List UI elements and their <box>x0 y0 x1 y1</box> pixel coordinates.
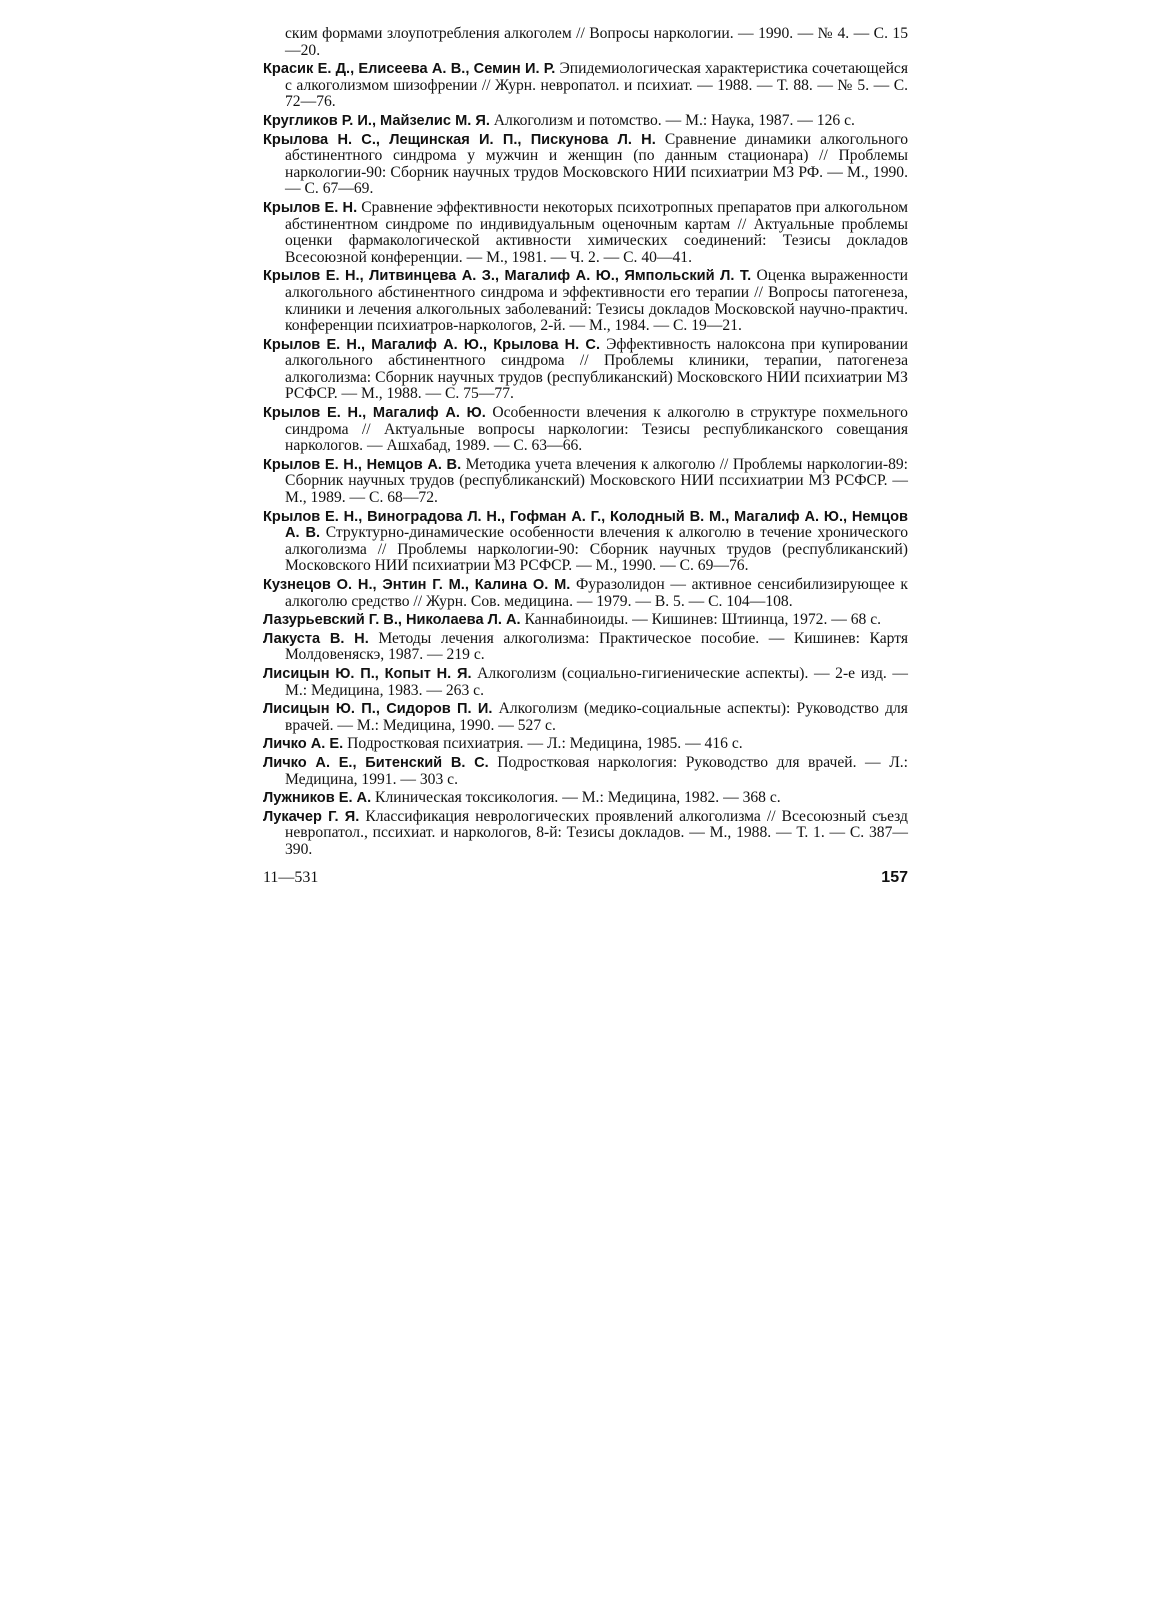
reference-entry <box>263 755 908 788</box>
reference-authors: Лакуста В. Н. <box>263 630 369 647</box>
reference-authors: Красик Е. Д., Елисеева А. В., Семин И. Р. <box>263 61 556 78</box>
reference-entry <box>263 132 908 198</box>
reference-text: Алкоголизм (социально-гигиенические аспекты). — 2-е изд. — М.: Медицина, 1983. — 263 с. <box>285 664 908 699</box>
reference-entry <box>263 200 908 266</box>
reference-text: Алкоголизм и потомство. — М.: Наука, 1987. — 126 с. <box>489 111 855 129</box>
reference-authors: Личко А. Е., Битенский В. С. <box>263 754 489 771</box>
reference-text: Классификация неврологических проявлений алкоголизма // Всесоюзный съезд невропатол., пссихиат. и наркологов, 8-й: Тезисы докладов. — М., 1988. — Т. 1. — С. 387—390. <box>285 807 908 858</box>
reference-text: Каннабиноиды. — Кишинев: Штиинца, 1972. — 68 с. <box>520 611 882 629</box>
reference-entry <box>263 631 908 664</box>
reference-text: Подростковая психиатрия. — Л.: Медицина, 1985. — 416 с. <box>343 735 743 753</box>
reference-authors: Кругликов Р. И., Майзелис М. Я. <box>263 112 490 129</box>
reference-text: Сравнение динамики алкогольного абстинентного синдрома у мужчин и женщин (по данным стационара) // Проблемы наркологии-90: Сборник научных трудов Московского НИИ психиатрии МЗ РФ. — М., 1990. — С. 67—69. <box>285 130 909 198</box>
reference-text: Фуразолидон — активное сенсибилизирующее к алкоголю средство // Журн. Сов. медицина. — 1979. — В. 5. — С. 104—108. <box>285 576 908 610</box>
reference-text: Методы лечения алкоголизма: Практическое пособие. — Кишинев: Картя Молдовеняскэ, 1987. — 219 с. <box>285 629 908 664</box>
reference-authors: Крылов Е. Н., Литвинцева А. З., Магалиф А. Ю., Ямпольский Л. Т. <box>263 268 752 285</box>
reference-text: Эффективность налоксона при купировании алкогольного абстинентного синдрома // Проблемы клиники, терапии, патогенеза алкоголизма: Сборник научных трудов (республиканский) Московского НИИ психиатрии МЗ РСФСР. — М., 1988. — С. 75—77. <box>285 335 908 403</box>
reference-text: Особенности влечения к алкоголю в структуре похмельного синдрома // Актуальные вопросы наркологии: Тезисы республиканского совещания наркологов. — Ашхабад, 1989. — С. 63—66. <box>285 404 908 455</box>
reference-entry <box>263 268 908 334</box>
reference-entry <box>263 736 908 753</box>
reference-authors: Лужников Е. А. <box>263 790 372 807</box>
reference-authors: Крылов Е. Н., Магалиф А. Ю., Крылова Н. С. <box>263 336 601 353</box>
reference-entry <box>263 809 908 859</box>
reference-authors: Крылов Е. Н., Немцов А. В. <box>263 456 462 473</box>
reference-entry <box>263 113 908 130</box>
reference-authors: Крылова Н. С., Лещинская И. П., Пискунова Л. Н. <box>263 131 656 148</box>
reference-text: Подростковая наркология: Руководство для врачей. — Л.: Медицина, 1991. — 303 с. <box>285 753 909 788</box>
reference-text: Структурно-динамические особенности влечения к алкоголю в течение хронического алкоголизма // Проблемы наркологии-90: Сборник научных трудов (республиканский) Московского НИИ психиатрии МЗ РСФСР. — М., 1990. — С. 69—76. <box>285 524 908 575</box>
reference-authors: Лисицын Ю. П., Копыт Н. Я. <box>263 665 472 682</box>
reference-authors: Лисицын Ю. П., Сидоров П. И. <box>263 701 493 718</box>
reference-text: ским формами злоупотребления алкоголем // Вопросы наркологии. — 1990. — № 4. — С. 15—20. <box>285 25 908 59</box>
reference-entry <box>263 612 908 629</box>
reference-text: Эпидемиологическая характеристика сочетающейся с алкоголизмом шизофрении // Журн. невропатол. и психиат. — 1988. — Т. 88. — № 5. — С. 72—76. <box>285 60 909 111</box>
reference-entry <box>263 405 908 455</box>
reference-text: Сравнение эффективности некоторых психотропных препаратов при алкогольном абстинентном синдроме по индивидуальным оценочным картам // Актуальные проблемы оценки фармакологической активности химических соединений: Тезисы докладов Всесоюзной конференции. — М., 1981. — Ч. 2. — С. 40—41. <box>285 198 908 266</box>
reference-authors: Крылов Е. Н., Виноградова Л. Н., Гофман А. Г., Колодный В. М., Магалиф А. Ю., Немцов А. В. <box>263 508 908 542</box>
reference-entry <box>263 337 908 403</box>
reference-text: Методика учета влечения к алкоголю // Проблемы наркологии-89: Сборник научных трудов (республиканский) Московского НИИ пссихиатрии МЗ РСФСР. — М., 1989. — С. 68—72. <box>285 455 908 507</box>
reference-authors: Кузнецов О. Н., Энтин Г. М., Калина О. М. <box>263 577 571 593</box>
page-number: 157 <box>881 868 908 886</box>
reference-entry <box>263 26 908 59</box>
reference-entry <box>263 509 908 575</box>
reference-entry <box>263 457 908 507</box>
reference-text: Оценка выраженности алкогольного абстинентного синдрома и эффективности его терапии // Вопросы патогенеза, клиники и лечения алкогольных заболеваний: Тезисы докладов Московской научно-практич. конференции психиатров-наркологов, 2-й. — М., 1984. — С. 19—21. <box>285 267 909 335</box>
reference-entry <box>263 666 908 699</box>
reference-entry <box>263 577 908 610</box>
book-page <box>263 26 908 891</box>
reference-authors: Лазурьевский Г. В., Николаева Л. А. <box>263 612 521 629</box>
reference-entry <box>263 790 908 807</box>
printer-signature: 11—531 <box>263 868 319 886</box>
reference-text: Клиническая токсикология. — М.: Медицина, 1982. — 368 с. <box>371 789 781 807</box>
reference-authors: Крылов Е. Н. <box>263 199 358 216</box>
reference-authors: Крылов Е. Н., Магалиф А. Ю. <box>263 405 486 422</box>
reference-entry <box>263 701 908 734</box>
reference-authors: Лукачер Г. Я. <box>263 808 360 825</box>
page-footer <box>263 869 908 891</box>
reference-list <box>263 26 908 859</box>
reference-entry <box>263 61 908 111</box>
reference-authors: Личко А. Е. <box>263 736 344 753</box>
reference-text: Алкоголизм (медико-социальные аспекты): Руководство для врачей. — М.: Медицина, 1990. — 527 с. <box>285 700 908 734</box>
